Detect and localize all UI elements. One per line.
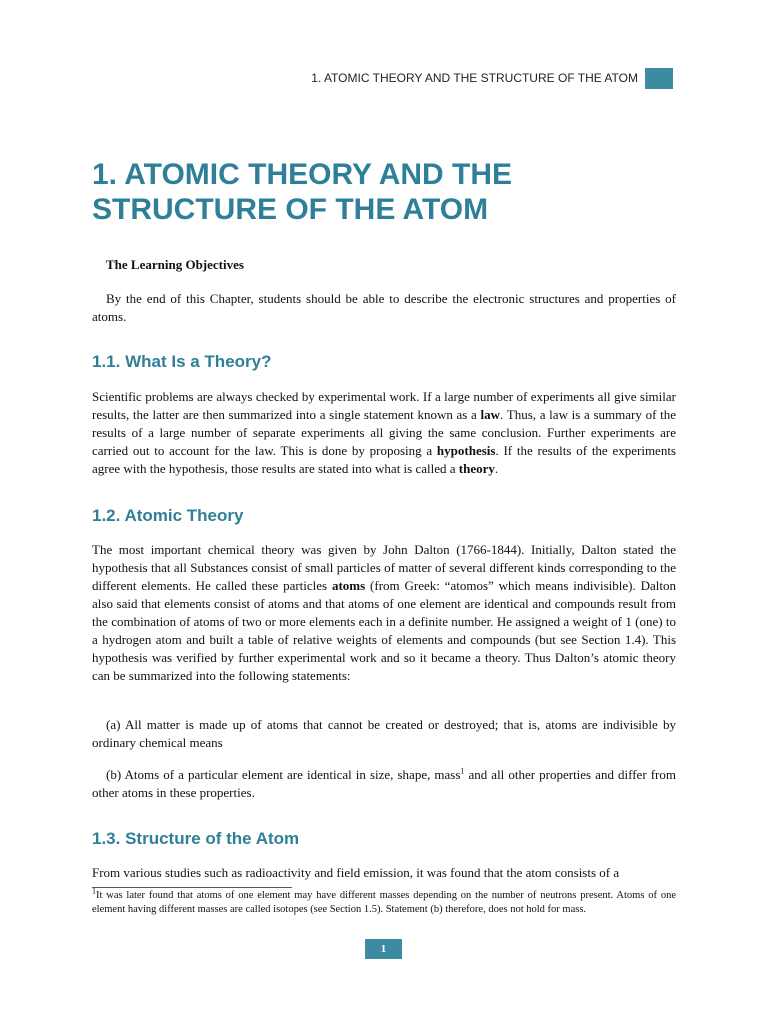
term-hypothesis: hypothesis [436, 443, 496, 458]
header-color-block [645, 68, 673, 89]
section-1-1-paragraph: Scientific problems are always checked by experimental work. If a large number of experiments all give similar results, the latter are then summarized into a single statement known as a law. Thus, a law is a summary of the results of a large number of separate experiments all giving the same conclusion. Further experiments are carried out to account for the law. This is done by proposing a hypothesis. If the results of the experiments agree with the hypothesis, those results are stated into what is called a theory. [92, 389, 676, 476]
learning-objectives-text: By the end of this Chapter, students should be able to describe the electronic structures and properties of atoms. [92, 291, 676, 324]
chapter-title-line-1: 1. ATOMIC THEORY AND THE [92, 158, 513, 191]
footnote [92, 886, 676, 917]
term-atoms: atoms [331, 578, 366, 593]
learning-objectives-heading: The Learning Objectives [106, 257, 244, 272]
term-theory: theory [458, 461, 495, 476]
statement-a: (a) All matter is made up of atoms that cannot be created or destroyed; that is, atoms are indivisible by ordinary chemical means [92, 717, 676, 750]
chapter-title [92, 157, 692, 227]
statement-b: (b) Atoms of a particular element are identical in size, shape, mass$^1$ and all other properties and differ from other atoms in these properties. [92, 766, 676, 800]
page-number: 1 [365, 939, 402, 959]
term-law: law [480, 407, 501, 422]
running-header: 1. ATOMIC THEORY AND THE STRUCTURE OF THE ATOM [311, 71, 638, 85]
footnote-text: It was later found that atoms of one element may have different masses depending on the number of neutrons present. Atoms of one element having different masses are called isotopes (see Section 1.5). Statement (b) therefore, does not hold for mass. [92, 890, 676, 915]
section-1-3-paragraph: From various studies such as radioactivity and field emission, it was found that the atom consists of a [92, 865, 620, 880]
section-1-2-paragraph: The most important chemical theory was given by John Dalton (1766-1844). Initially, Dalton stated the hypothesis that all Substances consist of small particles of matter of several different kinds corresponding to the different elements. He called these particles atoms (from Greek: “atomos” which means indivisible). Dalton also said that elements consist of atoms and that atoms of one element are identical and compounds result from the combination of atoms of two or more elements each in a definite number. He assigned a weight of 1 (one) to a hydrogen atom and built a table of relative weights of elements and compounds (but see Section 1.4). This hypothesis was verified by further experimental work and so it became a theory. Thus Dalton’s atomic theory can be summarized into the following statements: [92, 542, 676, 683]
section-1-2-heading: 1.2. Atomic Theory [92, 506, 244, 525]
footnote-reference: 1 [460, 766, 465, 776]
section-1-3-heading: 1.3. Structure of the Atom [92, 829, 300, 848]
footnote-separator [92, 887, 292, 888]
footnote-marker: 1 [92, 886, 96, 896]
chapter-title-line-2: STRUCTURE OF THE ATOM [92, 193, 489, 226]
section-1-1-heading: 1.1. What Is a Theory? [92, 352, 272, 371]
